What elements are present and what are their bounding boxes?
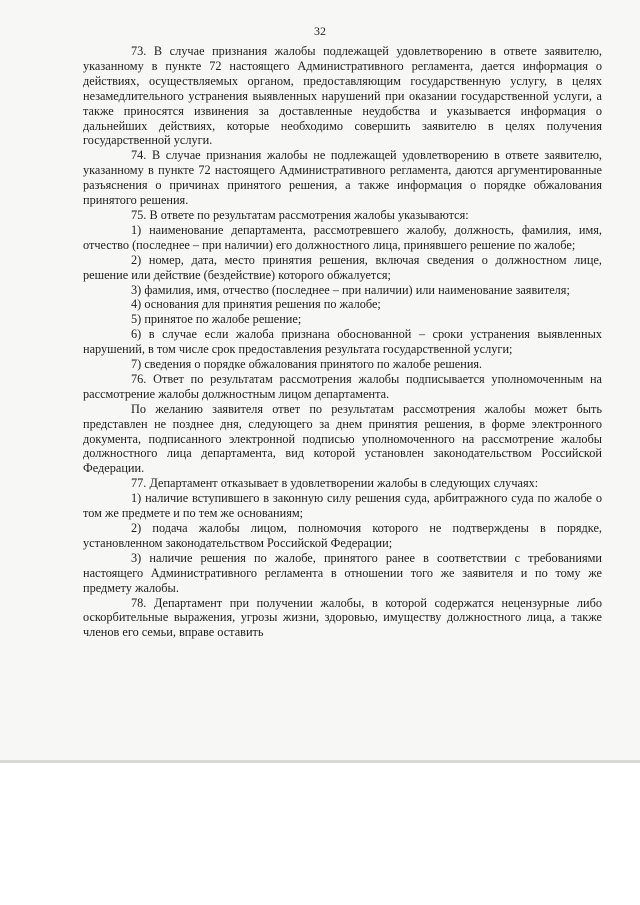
list-item-75-6: 6) в случае если жалоба признана обоснованной – сроки устранения выявленных нарушений, в том числе срок предоставления результата государственной услуги; xyxy=(83,327,602,357)
list-item-75-1: 1) наименование департамента, рассмотревшего жалобу, должность, фамилия, имя, отчество (последнее – при наличии) его должностного лица, принявшего решение по жалобе; xyxy=(83,222,602,252)
list-item-77-3: 3) наличие решения по жалобе, принятого ранее в соответствии с требованиями настоящего Административного регламента в отношении того же заявителя и по тому же предмету жалобы. xyxy=(83,550,602,595)
paragraph-77: 77. Департамент отказывает в удовлетворении жалобы в следующих случаях: xyxy=(131,476,539,491)
document-body xyxy=(83,44,602,640)
paragraph-73: 73. В случае признания жалобы подлежащей удовлетворению в ответе заявителю, указанному в пункте 72 настоящего Административного регламента, дается информация о действиях, осуществляемых органом, предоставляющим государственную услугу, в целях незамедлительного устранения выявленных нарушений при оказании государственной услуги, а также приносятся извинения за доставленные неудобства и указывается информация о дальнейших действиях, которые необходимо совершить заявителю в целях получения государственной услуги. xyxy=(83,44,602,148)
list-item-77-1: 1) наличие вступившего в законную силу решения суда, арбитражного суда по жалобе о том же предмете и по тем же основаниям; xyxy=(83,491,602,521)
list-item-75-7: 7) сведения о порядке обжалования принятого по жалобе решения. xyxy=(131,357,483,372)
paragraph-76: 76. Ответ по результатам рассмотрения жалобы подписывается уполномоченным на рассмотрение жалобы должностным лицом департамента. xyxy=(83,371,602,401)
list-item-77-2: 2) подача жалобы лицом, полномочия которого не подтверждены в порядке, установленном законодательством Российской Федерации; xyxy=(83,521,602,550)
list-item-75-4: 4) основания для принятия решения по жалобе; xyxy=(131,297,381,312)
paragraph-74: 74. В случае признания жалобы не подлежащей удовлетворению в ответе заявителю, указанному в пункте 72 настоящего Административного регламента, даются аргументированные разъяснения о причинах принятого решения, а также информация о порядке обжалования принятого решения. xyxy=(83,148,602,208)
list-item-75-2: 2) номер, дата, место принятия решения, включая сведения о должностном лице, решение или действие (бездействие) которого обжалуется; xyxy=(83,252,602,282)
list-item-75-5: 5) принятое по жалобе решение; xyxy=(131,312,302,327)
paragraph-76-electronic: По желанию заявителя ответ по результатам рассмотрения жалобы может быть представлен не позднее дня, следующего за днем принятия решения, в форме электронного документа, подписанного электронной подписью уполномоченного на рассмотрение жалобы должностного лица департамента, вид которой установлен законодательством Российской Федерации. xyxy=(83,401,602,476)
paragraph-75: 75. В ответе по результатам рассмотрения жалобы указываются: xyxy=(131,207,469,222)
list-item-75-3: 3) фамилия, имя, отчество (последнее – при наличии) или наименование заявителя; xyxy=(131,282,570,297)
paragraph-78: 78. Департамент при получении жалобы, в которой содержатся нецензурные либо оскорбительные выражения, угрозы жизни, здоровью, имуществу должностного лица, а также членов его семьи, вправе оставить xyxy=(83,595,602,640)
page-bottom-edge xyxy=(0,760,640,763)
page-number: 32 xyxy=(314,24,326,38)
